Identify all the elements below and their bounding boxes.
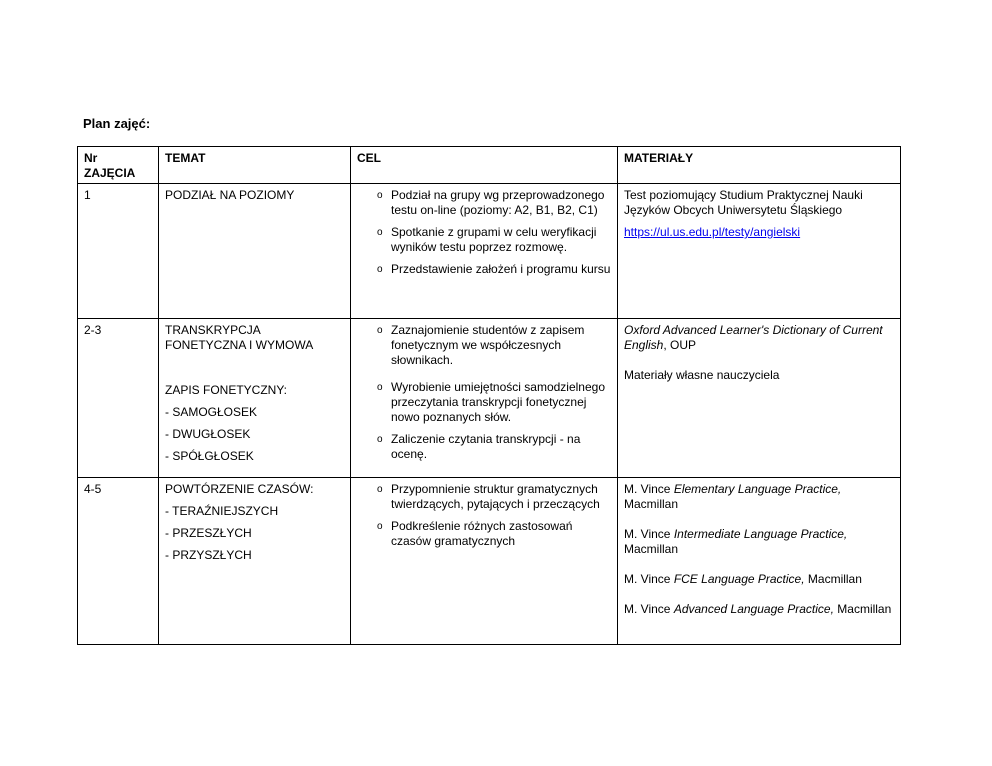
list-item: o Podział na grupy wg przeprowadzonego testu on-line (poziomy: A2, B1, B2, C1) [377,188,605,217]
cell-materialy [618,478,901,645]
material-text: Test poziomujący Studium Praktycznej Nauki Języków Obcych Uniwersytetu Śląskiego [624,188,863,217]
cell-nr: 4-5 [78,478,159,645]
cell-materialy [618,319,901,478]
circle-bullet-icon: o [377,521,383,532]
material-entry: M. Vince FCE Language Practice, Macmillan [624,572,862,586]
temat-line: - PRZYSZŁYCH [165,548,252,562]
cell-temat [159,184,351,319]
cell-nr: 1 [78,184,159,319]
table-row [78,478,901,645]
list-item: o Zaznajomienie studentów z zapisem fonetycznym we współczesnych słownikach. [377,323,585,367]
circle-bullet-icon: o [377,190,383,201]
temat-line: - SPÓŁGŁOSEK [165,449,254,463]
list-item: o Przedstawienie założeń i programu kursu [377,262,611,276]
cell-nr: 2-3 [78,319,159,478]
list-item: o Podkreślenie różnych zastosowań czasów gramatycznych [377,519,573,548]
table-row [78,319,901,478]
lesson-plan-table [77,146,901,645]
header-cel: CEL [351,147,618,184]
cell-cel [351,319,618,478]
material-entry: Materiały własne nauczyciela [624,368,780,382]
temat-line: TRANSKRYPCJA FONETYCZNA I WYMOWA [165,323,314,352]
table-row [78,184,901,319]
circle-bullet-icon: o [377,382,383,393]
goals-list [357,323,611,462]
header-nr: Nr ZAJĘCIA [78,147,159,184]
material-entry: M. Vince Elementary Language Practice, Macmillan [624,482,842,511]
cell-materialy [618,184,901,319]
temat-line: POWTÓRZENIE CZASÓW: [165,482,314,496]
cell-cel [351,478,618,645]
goals-list [357,188,611,277]
list-item: o Wyrobienie umiejętności samodzielnego przeczytania transkrypcji fonetycznej nowo poznanych słów. [377,380,606,424]
temat-line: - DWUGŁOSEK [165,427,251,441]
goals-list [357,482,611,549]
test-link[interactable]: https://ul.us.edu.pl/testy/angielski [624,225,801,239]
list-item: o Spotkanie z grupami w celu weryfikacji wyników testu poprzez rozmowę. [377,225,597,254]
page-title: Plan zajęć: [83,116,151,131]
circle-bullet-icon: o [377,264,383,275]
header-temat: TEMAT [159,147,351,184]
header-materialy: MATERIAŁY [618,147,901,184]
table-header-row [78,147,901,184]
circle-bullet-icon: o [377,325,383,336]
temat-line: ZAPIS FONETYCZNY: [165,383,288,397]
cell-cel [351,184,618,319]
temat-line: - SAMOGŁOSEK [165,405,258,419]
cell-temat [159,319,351,478]
material-entry: M. Vince Intermediate Language Practice, Macmillan [624,527,848,556]
circle-bullet-icon: o [377,484,383,495]
temat-line: PODZIAŁ NA POZIOMY [165,188,295,202]
temat-line: - PRZESZŁYCH [165,526,252,540]
material-entry: Oxford Advanced Learner's Dictionary of Current English, OUP [624,323,883,352]
list-item: o Przypomnienie struktur gramatycznych twierdzących, pytających i przeczących [377,482,600,511]
circle-bullet-icon: o [377,227,383,238]
temat-line: - TERAŹNIEJSZYCH [165,504,279,518]
circle-bullet-icon: o [377,434,383,445]
cell-temat [159,478,351,645]
material-entry: M. Vince Advanced Language Practice, Macmillan [624,602,892,616]
list-item: o Zaliczenie czytania transkrypcji - na ocenę. [377,432,581,461]
